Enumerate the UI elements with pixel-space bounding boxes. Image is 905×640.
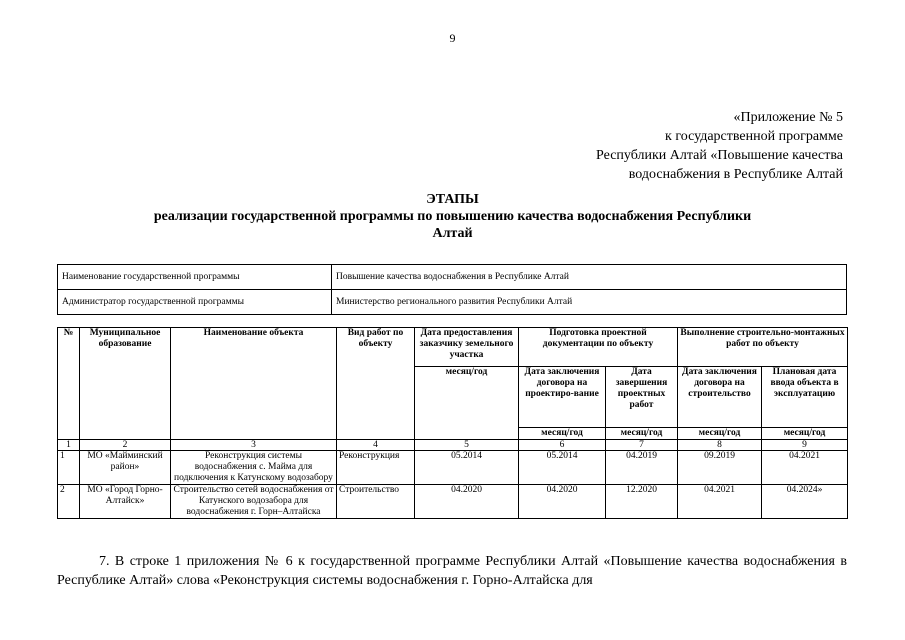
- row-commissioning: 04.2024»: [762, 485, 848, 519]
- column-number-row: [58, 440, 848, 451]
- table-row: [58, 485, 848, 519]
- row-land-date: 05.2014: [415, 451, 519, 485]
- header-num: №: [58, 328, 80, 440]
- program-info-table: [57, 264, 847, 315]
- header-commissioning: Плановая дата ввода объекта в эксплуатацию: [762, 367, 848, 428]
- appendix-heading: [596, 108, 843, 184]
- row-design-complete: 04.2019: [606, 451, 678, 485]
- table-row: [58, 290, 847, 315]
- header-design-group: Подготовка проектной документации по объекту: [519, 328, 678, 367]
- row-municipality: МО «Майминский район»: [80, 451, 171, 485]
- column-number: 4: [337, 440, 415, 451]
- column-number: 7: [606, 440, 678, 451]
- header-design-contract: Дата заключения договора на проектиро-вание: [519, 367, 606, 428]
- header-object: Наименование объекта: [171, 328, 337, 440]
- row-work-type: Реконструкция: [337, 451, 415, 485]
- row-num: 2: [58, 485, 80, 519]
- appendix-line-3: Республики Алтай «Повышение качества: [596, 148, 843, 163]
- program-name-label: Наименование государственной программы: [58, 265, 332, 290]
- stages-table: [57, 327, 848, 519]
- header-row: [58, 328, 848, 367]
- header-land-month-year: месяц/год: [415, 367, 519, 440]
- header-design-complete: Дата завершения проектных работ: [606, 367, 678, 428]
- header-work-type: Вид работ по объекту: [337, 328, 415, 440]
- row-commissioning: 04.2021: [762, 451, 848, 485]
- row-municipality: МО «Город Горно-Алтайск»: [80, 485, 171, 519]
- program-admin-label: Администратор государственной программы: [58, 290, 332, 315]
- appendix-line-4: водоснабжения в Республике Алтай: [628, 167, 843, 182]
- table-row: [58, 451, 848, 485]
- column-number: 9: [762, 440, 848, 451]
- title-main: ЭТАПЫ: [426, 192, 479, 207]
- program-name-value: Повышение качества водоснабжения в Республике Алтай: [332, 265, 847, 290]
- row-design-contract: 05.2014: [519, 451, 606, 485]
- row-construction-contract: 04.2021: [678, 485, 762, 519]
- title-subtitle: реализации государственной программы по повышению качества водоснабжения Республики Алтай: [153, 209, 752, 241]
- header-month-year-7: месяц/год: [606, 428, 678, 440]
- appendix-line-1: «Приложение № 5: [733, 110, 843, 125]
- header-month-year-8: месяц/год: [678, 428, 762, 440]
- row-design-contract: 04.2020: [519, 485, 606, 519]
- column-number: 1: [58, 440, 80, 451]
- body-paragraph: 7. В строке 1 приложения № 6 к государственной программе Республики Алтай «Повышение качества водоснабжения в Республике Алтай» слова «Реконструкция системы водоснабжения г. Горно-Алтайска для: [57, 554, 847, 588]
- document-title: [0, 191, 905, 242]
- column-number: 8: [678, 440, 762, 451]
- row-design-complete: 12.2020: [606, 485, 678, 519]
- row-land-date: 04.2020: [415, 485, 519, 519]
- appendix-line-2: к государственной программе: [665, 129, 843, 144]
- row-object: Реконструкция системы водоснабжения с. Майма для подключения к Катунскому водозабору: [171, 451, 337, 485]
- column-number: 2: [80, 440, 171, 451]
- program-admin-value: Министерство регионального развития Республики Алтай: [332, 290, 847, 315]
- row-object: Строительство сетей водоснабжения от Катунского водозабора для водоснабжения г. Горн–Алтайска: [171, 485, 337, 519]
- header-municipality: Муниципальное образование: [80, 328, 171, 440]
- header-month-year-9: месяц/год: [762, 428, 848, 440]
- column-number: 5: [415, 440, 519, 451]
- row-construction-contract: 09.2019: [678, 451, 762, 485]
- column-number: 3: [171, 440, 337, 451]
- page-number: 9: [449, 31, 456, 45]
- header-month-year-6: месяц/год: [519, 428, 606, 440]
- column-number: 6: [519, 440, 606, 451]
- row-work-type: Строительство: [337, 485, 415, 519]
- header-construction-contract: Дата заключения договора на строительство: [678, 367, 762, 428]
- row-num: 1: [58, 451, 80, 485]
- table-row: [58, 265, 847, 290]
- header-land-date: Дата предоставления заказчику земельного участка: [415, 328, 519, 367]
- header-construction-group: Выполнение строительно-монтажных работ по объекту: [678, 328, 848, 367]
